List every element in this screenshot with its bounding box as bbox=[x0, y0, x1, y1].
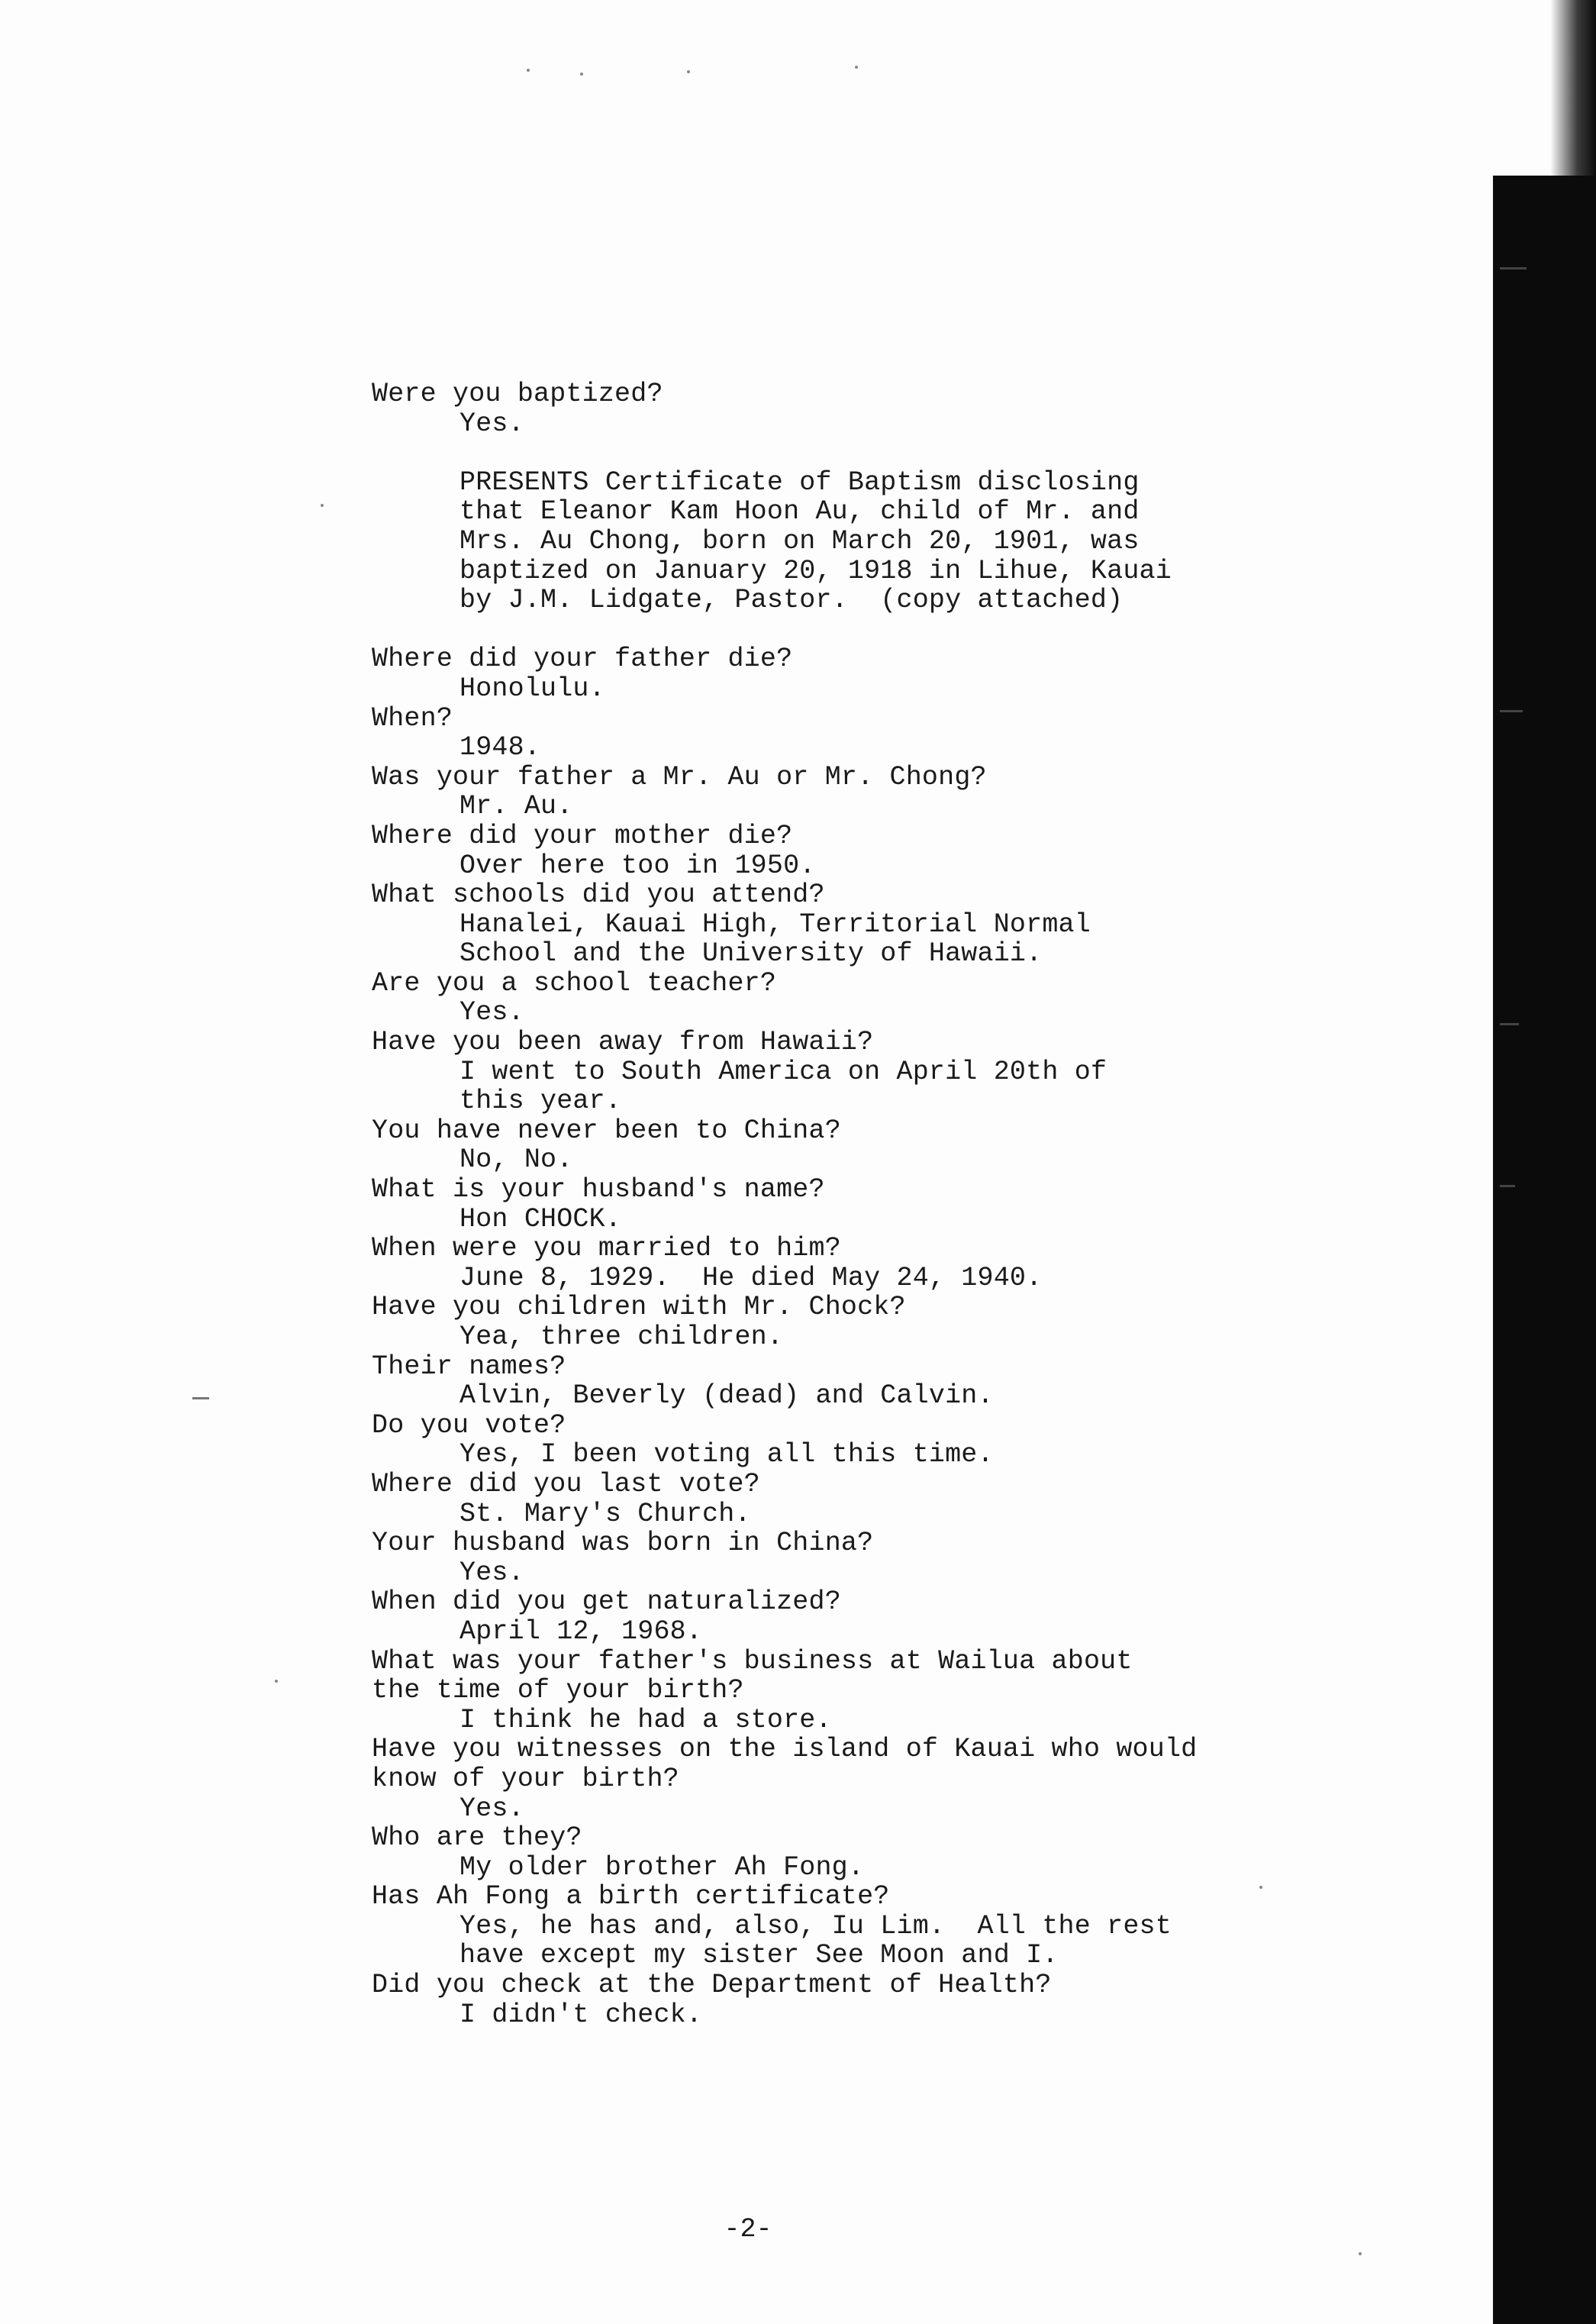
answer-line: I went to South America on April 20th of bbox=[459, 1056, 1108, 1087]
answer-line: Mrs. Au Chong, born on March 20, 1901, was bbox=[459, 525, 1140, 557]
scan-mark bbox=[1500, 710, 1523, 712]
answer-line: Alvin, Beverly (dead) and Calvin. bbox=[459, 1380, 994, 1412]
paragraph-gap bbox=[372, 438, 1326, 468]
answer-line: baptized on January 20, 1918 in Lihue, Kauai bbox=[459, 555, 1172, 586]
scan-speck bbox=[1359, 2252, 1362, 2255]
answer-line: Yes. bbox=[459, 408, 524, 439]
answer-line: Yes. bbox=[459, 1557, 524, 1588]
answer-line: Yes. bbox=[459, 997, 524, 1028]
answer-line: I didn't check. bbox=[459, 1999, 703, 2030]
scan-mark bbox=[192, 1397, 209, 1399]
scan-mark bbox=[1500, 267, 1527, 270]
answer-line: School and the University of Hawaii. bbox=[459, 938, 1043, 970]
answer-line: April 12, 1968. bbox=[459, 1616, 703, 1647]
question-line: You have never been to China? bbox=[372, 1115, 841, 1146]
answer-line: by J.M. Lidgate, Pastor. (copy attached) bbox=[459, 585, 1124, 616]
answer-line: St. Mary's Church. bbox=[459, 1498, 751, 1529]
page-number: -2- bbox=[724, 2214, 772, 2245]
question-line: When were you married to him? bbox=[372, 1233, 841, 1264]
question-line: Have you children with Mr. Chock? bbox=[372, 1292, 906, 1323]
answer-line: My older brother Ah Fong. bbox=[459, 1851, 865, 1883]
question-line: Who are they? bbox=[372, 1822, 582, 1854]
answer-line: Mr. Au. bbox=[459, 791, 573, 822]
question-line: Where did your mother die? bbox=[372, 820, 793, 851]
question-line: Do you vote? bbox=[372, 1409, 566, 1441]
answer-line: this year. bbox=[459, 1086, 622, 1117]
question-line: Your husband was born in China? bbox=[372, 1528, 874, 1559]
question-line: Have you witnesses on the island of Kauai who would bbox=[372, 1734, 1198, 1765]
paragraph-gap bbox=[372, 615, 1326, 645]
answer-line: Yea, three children. bbox=[459, 1322, 784, 1352]
scan-mark bbox=[1500, 1185, 1515, 1187]
question-line: When? bbox=[372, 702, 453, 734]
answer-line: I think he had a store. bbox=[459, 1704, 832, 1735]
question-line: Are you a school teacher? bbox=[372, 967, 777, 999]
scan-shadow-top bbox=[1550, 0, 1596, 183]
question-line: Did you check at the Department of Health? bbox=[372, 1970, 1052, 2001]
scan-shadow-edge bbox=[1493, 176, 1596, 2324]
question-line: Have you been away from Hawaii? bbox=[372, 1027, 874, 1058]
answer-line: Honolulu. bbox=[459, 673, 605, 704]
scan-mark bbox=[1500, 1023, 1519, 1025]
answer-line: No, No. bbox=[459, 1144, 573, 1176]
answer-line: Over here too in 1950. bbox=[459, 850, 816, 881]
question-line: What schools did you attend? bbox=[372, 880, 825, 911]
question-line: know of your birth? bbox=[372, 1763, 679, 1794]
scan-speck bbox=[580, 73, 583, 76]
scan-speck bbox=[321, 504, 324, 507]
question-line: Their names? bbox=[372, 1351, 566, 1382]
question-line: Was your father a Mr. Au or Mr. Chong? bbox=[372, 761, 987, 792]
answer-line: June 8, 1929. He died May 24, 1940. bbox=[459, 1262, 1043, 1293]
question-line: Were you baptized? bbox=[372, 379, 663, 409]
answer-line: have except my sister See Moon and I. bbox=[459, 1940, 1059, 1971]
scan-speck bbox=[855, 66, 858, 69]
scan-speck bbox=[687, 70, 690, 73]
answer-line: PRESENTS Certificate of Baptism disclosing bbox=[459, 466, 1140, 498]
question-line: When did you get naturalized? bbox=[372, 1586, 841, 1618]
scan-speck bbox=[275, 1680, 278, 1683]
question-line: the time of your birth? bbox=[372, 1675, 744, 1706]
answer-line: Yes, I been voting all this time. bbox=[459, 1439, 994, 1470]
question-line: Has Ah Fong a birth certificate? bbox=[372, 1881, 890, 1912]
question-line: What is your husband's name? bbox=[372, 1174, 825, 1206]
question-line: Where did you last vote? bbox=[372, 1468, 760, 1499]
answer-line: 1948. bbox=[459, 732, 541, 763]
answer-line: that Eleanor Kam Hoon Au, child of Mr. and bbox=[459, 496, 1140, 528]
answer-line: Hon CHOCK. bbox=[459, 1203, 622, 1235]
answer-line: Hanalei, Kauai High, Territorial Normal bbox=[459, 909, 1091, 940]
answer-line: Yes, he has and, also, Iu Lim. All the rest bbox=[459, 1910, 1172, 1942]
answer-line: Yes. bbox=[459, 1793, 524, 1824]
question-line: Where did your father die? bbox=[372, 644, 793, 675]
scan-speck bbox=[527, 69, 530, 72]
transcript-body bbox=[372, 379, 1326, 2029]
question-line: What was your father's business at Wailua about bbox=[372, 1645, 1133, 1677]
